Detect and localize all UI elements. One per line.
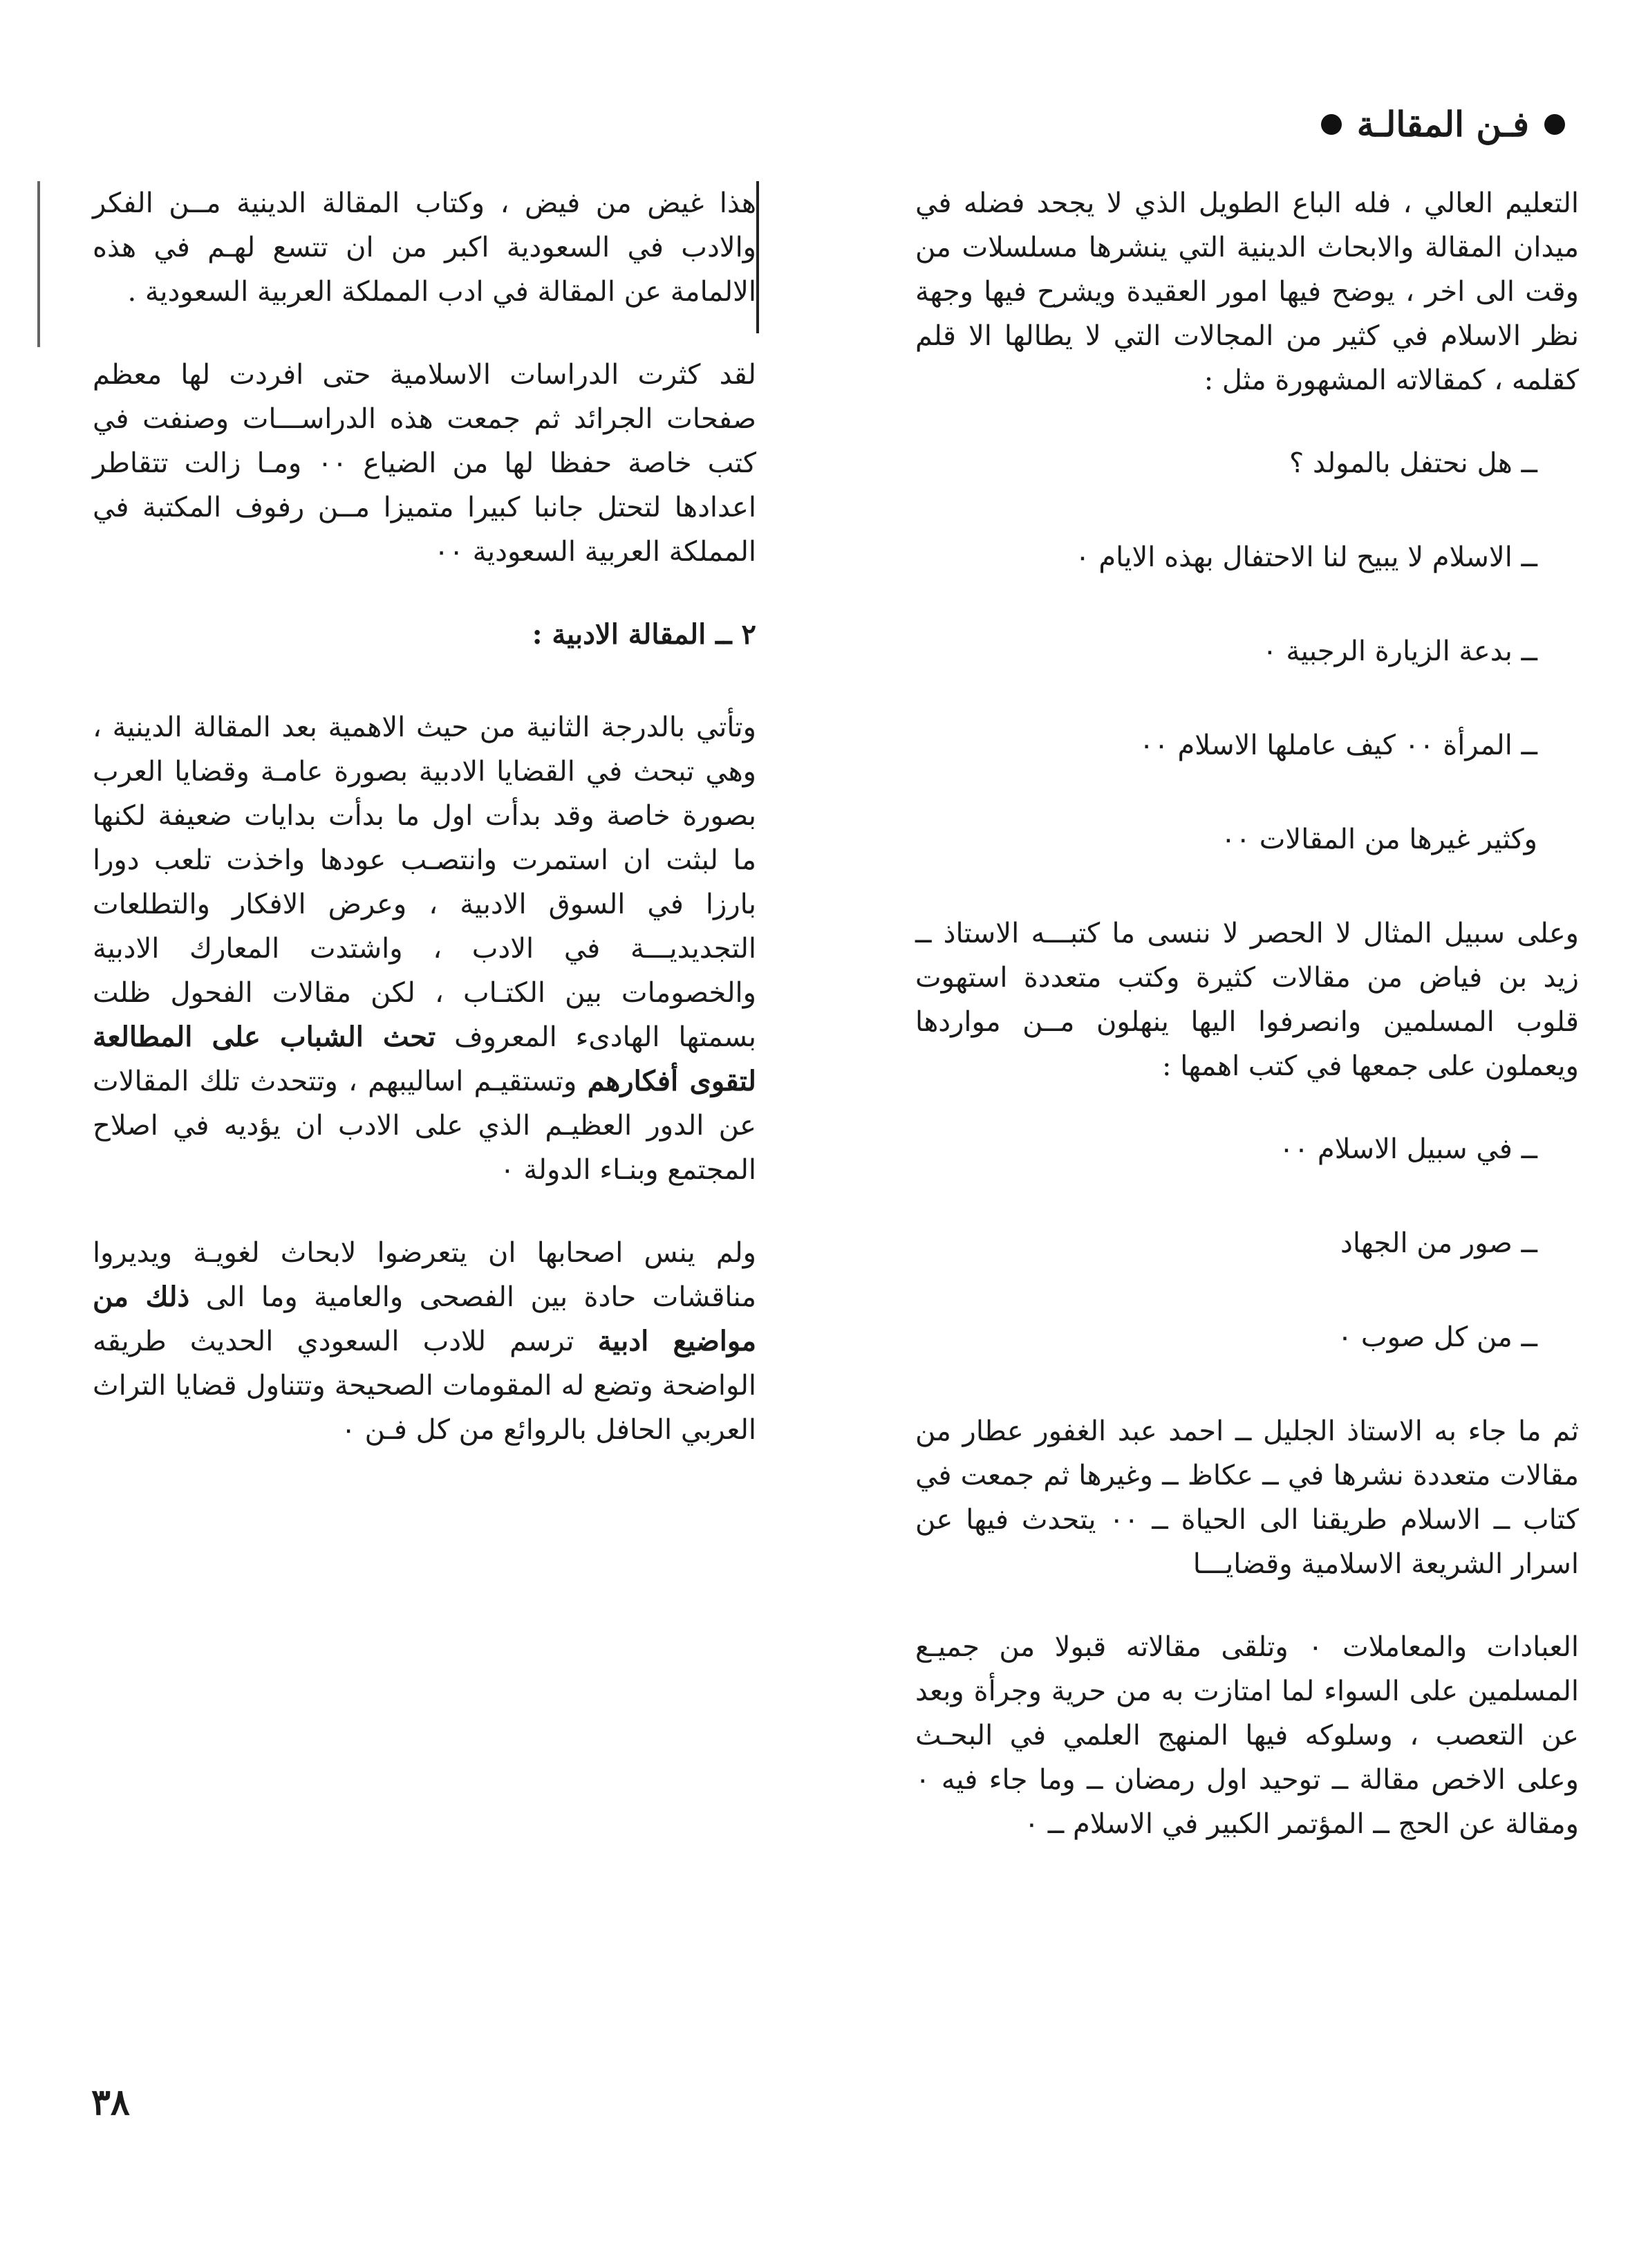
- paragraph: هذا غيض من فيض ، وكتاب المقالة الدينية مــن الفكر والادب في السعودية اكبر من ان تتسع لهـم في هذه الالمامة عن المقالة في ادب المملكة العربية السعودية .: [93, 187, 756, 308]
- list-item: ــ بدعة الزيارة الرجبية ٠: [1262, 635, 1537, 667]
- page-number: ٣٨: [91, 2081, 130, 2123]
- paragraph: العبادات والمعاملات ٠ وتلقى مقالاته قبولا من جميـع المسلمين على السواء لما امتازت به من حرية وجرأة وبعد عن التعصب ، وسلوكه فيها المنهج العلمي في البحـث وعلى الاخص مقالة ــ توحيد اول رمضان ــ وما جاء فيه ٠ ومقالة عن الحج ــ المؤتمر الكبير في الاسلام ــ ٠: [915, 1631, 1579, 1840]
- list-item: ــ هل نحتفل بالمولد ؟: [1289, 447, 1537, 479]
- paragraph: ثم ما جاء به الاستاذ الجليل ــ احمد عبد الغفور عطار من مقالات متعددة نشرها في ــ عكاظ ــ وغيرها ثم جمعت في كتاب ــ الاسلام طريقنا الى الحياة ــ ٠٠ يتحدث فيها عن اسرار الشريعة الاسلامية وقضايـــا: [915, 1415, 1579, 1580]
- paragraph: التعليم العالي ، فله الباع الطويل الذي لا يجحد فضله في ميدان المقالة والابحاث الدينية التي ينشرها مسلسلات من وقت الى اخر ، يوضح فيها امور العقيدة ويشرح فيها وجهة نظر الاسلام في كثير من المجالات التي لا يطالها الا قلم كقلمه ، كمقالاته المشهورة مثل :: [915, 187, 1579, 396]
- list-item: ــ في سبيل الاسلام ٠٠: [1279, 1133, 1537, 1165]
- bullet-icon: [1544, 114, 1565, 135]
- list-item: ــ الاسلام لا يبيح لنا الاحتفال بهذه الايام ٠: [1075, 541, 1537, 573]
- list-item: وكثير غيرها من المقالات ٠٠: [1221, 824, 1537, 855]
- paragraph: [93, 1231, 756, 1452]
- left-column: [93, 181, 756, 1491]
- paragraph: وعلى سبيل المثال لا الحصر لا ننسى ما كتبـــه الاستاذ ــ زيد بن فياض من مقالات كثيرة وكتب متعددة استهوت قلوب المسلمين وانصرفوا اليها ينهلون مــن مواردها ويعملون على جمعها في كتب اهمها :: [915, 918, 1579, 1082]
- list-item: ــ من كل صوب ٠: [1337, 1321, 1537, 1353]
- paragraph: [93, 705, 756, 1192]
- margin-rule: [756, 181, 759, 333]
- paragraph: لقد كثرت الدراسات الاسلامية حتى افردت لها معظم صفحات الجرائد ثم جمعت هذه الدراســـات وصنفت في كتب خاصة حفظا لها من الضياع ٠٠ ومـا زالت تتقاطر اعدادها لتحتل جانبا كبيرا متميزا مــن رفوف المكتبة في المملكة العربية السعودية ٠٠: [93, 359, 757, 568]
- paragraph-text: ترسم للادب السعودي الحديث طريقه الواضحة وتضع له المقومات الصحيحة وتتناول قضايا التراث العربي الحافل بالروائع من كل فـن ٠: [93, 1326, 756, 1446]
- section-header: [1321, 104, 1565, 145]
- bold-text: ذلك من مواضيع ادبية: [93, 1281, 757, 1357]
- paragraph-text: وتأتي بالدرجة الثانية من حيث الاهمية بعد المقالة الدينية ، وهي تبحث في القضايا الادبية بصورة عامـة وقضايا العرب بصورة خاصة وقد بدأت اول ما بدأت بدايات ضعيفة لكنها ما لبثت ان استمرت وانتصـب عودها واخذت تلعب دورا بارزا في السوق الادبية ، وعرض الافكار والتطلعات التجديديـــة في الادب ، واشتدت المعارك الادبية والخصومات بين الكتـاب ، لكن مقالات الفحول ظلت بسمتها الهادىء المعروف: [93, 712, 757, 1053]
- section-title: فـن المقالـة: [1356, 104, 1529, 145]
- list-item: ــ المرأة ٠٠ كيف عاملها الاسلام ٠٠: [1139, 729, 1537, 761]
- margin-rule: [37, 181, 40, 347]
- section-heading: ٢ ــ المقالة الادبية :: [532, 618, 756, 651]
- paragraph-text: وتستقيـم اساليبهم ، وتتحدث تلك المقالات عن الدور العظيـم الذي على الادب ان يؤديه في اصلاح المجتمع وبنـاء الدولة ٠: [93, 1066, 756, 1186]
- bullet-icon: [1321, 114, 1342, 135]
- paragraph-text: ولم ينس اصحابها ان يتعرضوا لابحاث لغويـة ويديروا مناقشات حادة بين الفصحى والعامية وما الى: [93, 1237, 757, 1313]
- bold-text: تحث الشباب على المطالعة لتقوى أفكارهم: [93, 1021, 756, 1097]
- right-column: [915, 181, 1579, 1885]
- list-item: ــ صور من الجهاد: [1340, 1227, 1537, 1259]
